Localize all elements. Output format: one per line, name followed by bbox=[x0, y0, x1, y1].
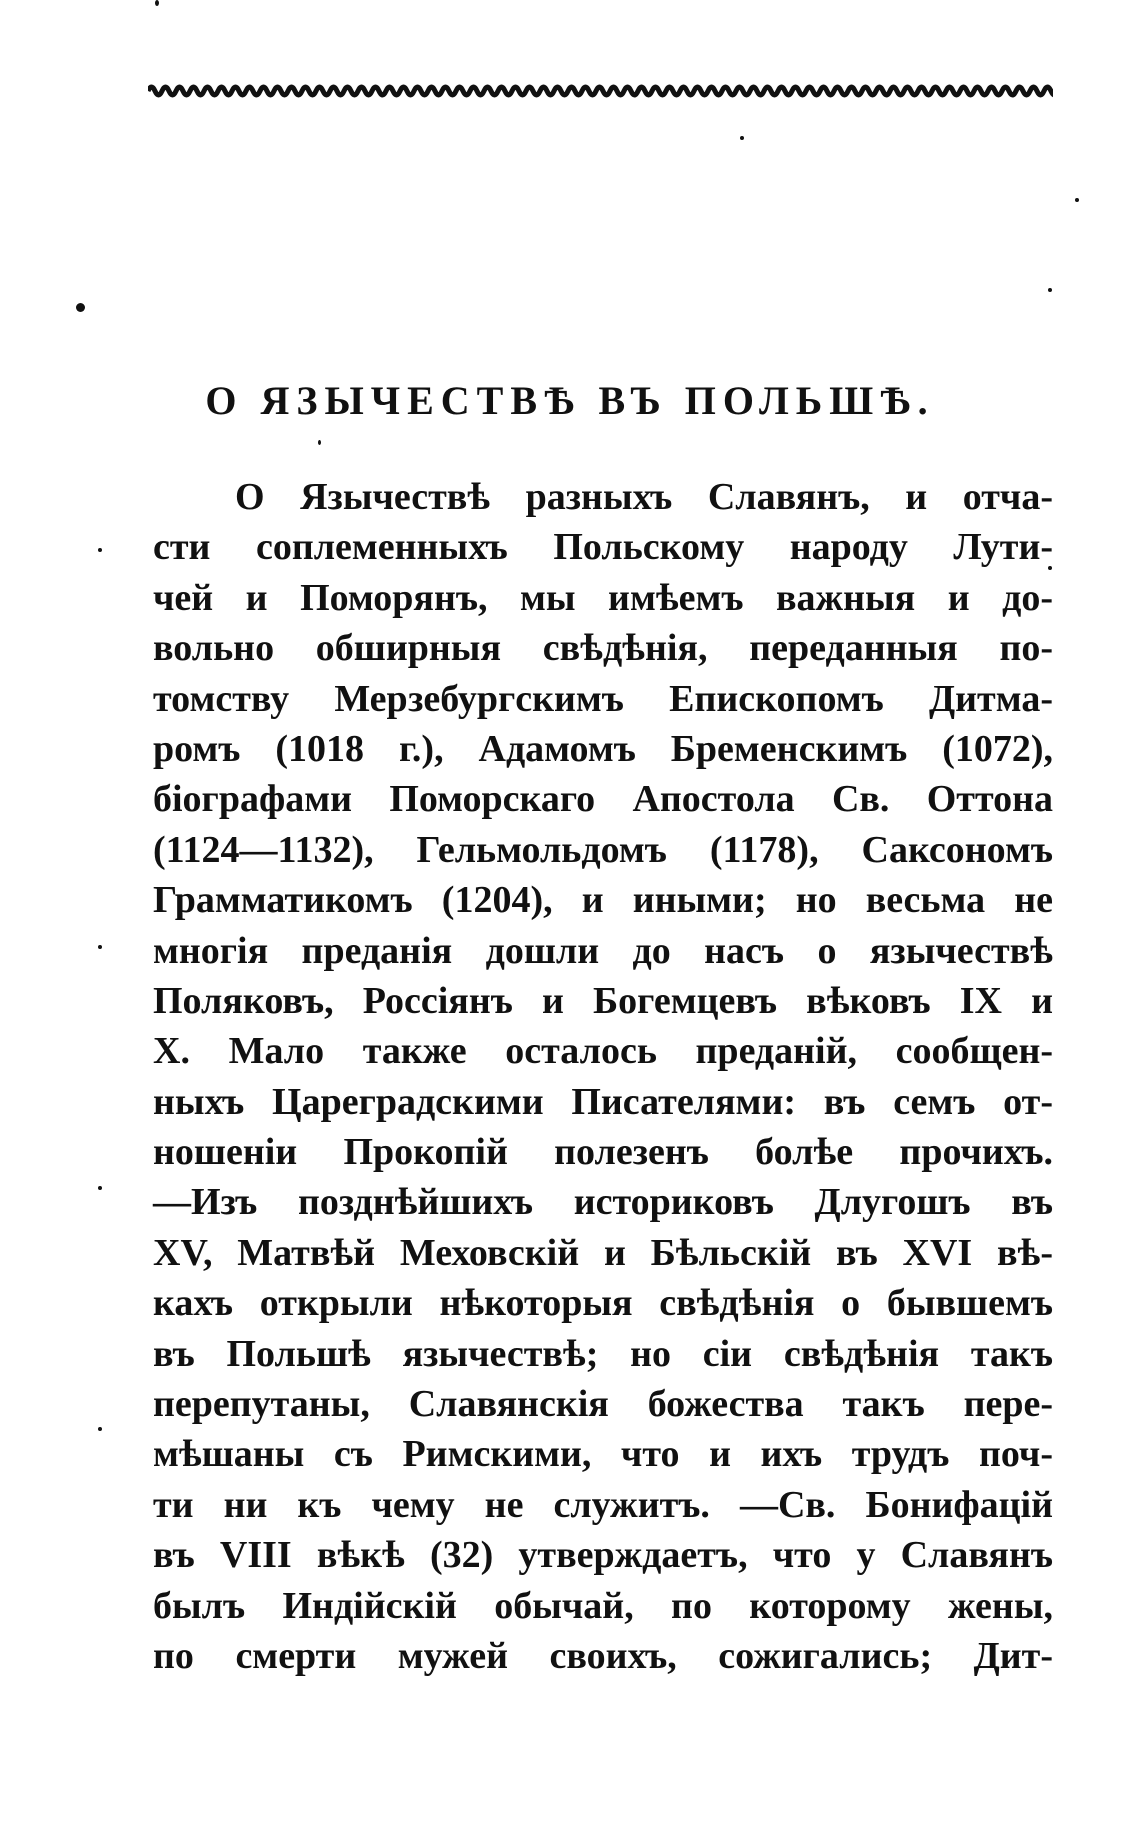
text-line: мѣшаны съ Римскими, что и ихъ трудъ поч- bbox=[153, 1433, 1053, 1476]
ink-speck bbox=[76, 303, 85, 312]
text-line: вольно обширныя свѣдѣнія, переданныя по- bbox=[153, 627, 1053, 670]
text-line: въ Польшѣ язычествѣ; но сіи свѣдѣнія такъ bbox=[153, 1332, 1053, 1375]
text-line: ромъ (1018 г.), Адамомъ Бременскимъ (1072), bbox=[153, 727, 1053, 770]
text-line: чей и Поморянъ, мы имѣемъ важныя и до- bbox=[153, 576, 1053, 619]
page-title: О ЯЗЫЧЕСТВѢ ВЪ ПОЛЬШѢ. bbox=[205, 377, 935, 423]
text-line: (1124—1132), Гельмольдомъ (1178), Саксономъ bbox=[153, 828, 1053, 871]
text-line: перепутаны, Славянскія божества такъ пере- bbox=[153, 1383, 1053, 1426]
text-line: X. Мало также осталось преданій, сообщен- bbox=[153, 1030, 1053, 1073]
text-line: Поляковъ, Россіянъ и Богемцевъ вѣковъ IX и bbox=[153, 979, 1053, 1022]
body-text bbox=[153, 472, 1053, 1681]
text-line: былъ Индійскій обычай, по которому жены, bbox=[153, 1584, 1053, 1627]
text-line: томству Мерзебургскимъ Епископомъ Дитма- bbox=[153, 677, 1053, 720]
text-line: Грамматикомъ (1204), и иными; но весьма не bbox=[153, 879, 1053, 922]
text-line: многія преданія дошли до насъ о язычествѣ bbox=[153, 929, 1053, 972]
ink-speck bbox=[1075, 198, 1079, 202]
ink-speck bbox=[98, 1427, 102, 1431]
text-line: въ VIII вѣкѣ (32) утверждаетъ, что у Славянъ bbox=[153, 1534, 1053, 1577]
ink-speck bbox=[155, 0, 159, 6]
ink-speck bbox=[98, 1186, 102, 1190]
ink-speck bbox=[740, 136, 744, 140]
text-line: ношеніи Прокопій полезенъ болѣе прочихъ. bbox=[153, 1131, 1053, 1174]
ink-speck bbox=[318, 440, 321, 445]
ink-speck bbox=[98, 945, 102, 949]
text-line: ти ни къ чему не служитъ. —Св. Бонифацій bbox=[153, 1483, 1053, 1526]
ink-speck bbox=[1048, 288, 1052, 292]
text-line: XV, Матвѣй Меховскій и Бѣльскій въ XVI вѣ- bbox=[153, 1231, 1053, 1274]
ornamental-rule bbox=[148, 80, 1053, 102]
text-line: О Язычествѣ разныхъ Славянъ, и отча- bbox=[235, 476, 1053, 518]
text-line: ныхъ Цареградскими Писателями: въ семъ от- bbox=[153, 1080, 1053, 1123]
text-line: —Изъ позднѣйшихъ историковъ Длугошъ въ bbox=[153, 1181, 1053, 1224]
text-line: сти соплеменныхъ Польскому народу Лути- bbox=[153, 526, 1053, 569]
text-line: по смерти мужей своихъ, сожигались; Дит- bbox=[153, 1634, 1053, 1677]
text-line: біографами Поморскаго Апостола Св. Оттона bbox=[153, 778, 1053, 821]
text-line: кахъ открыли нѣкоторыя свѣдѣнія о бывшемъ bbox=[153, 1282, 1053, 1325]
ink-speck bbox=[98, 548, 102, 552]
